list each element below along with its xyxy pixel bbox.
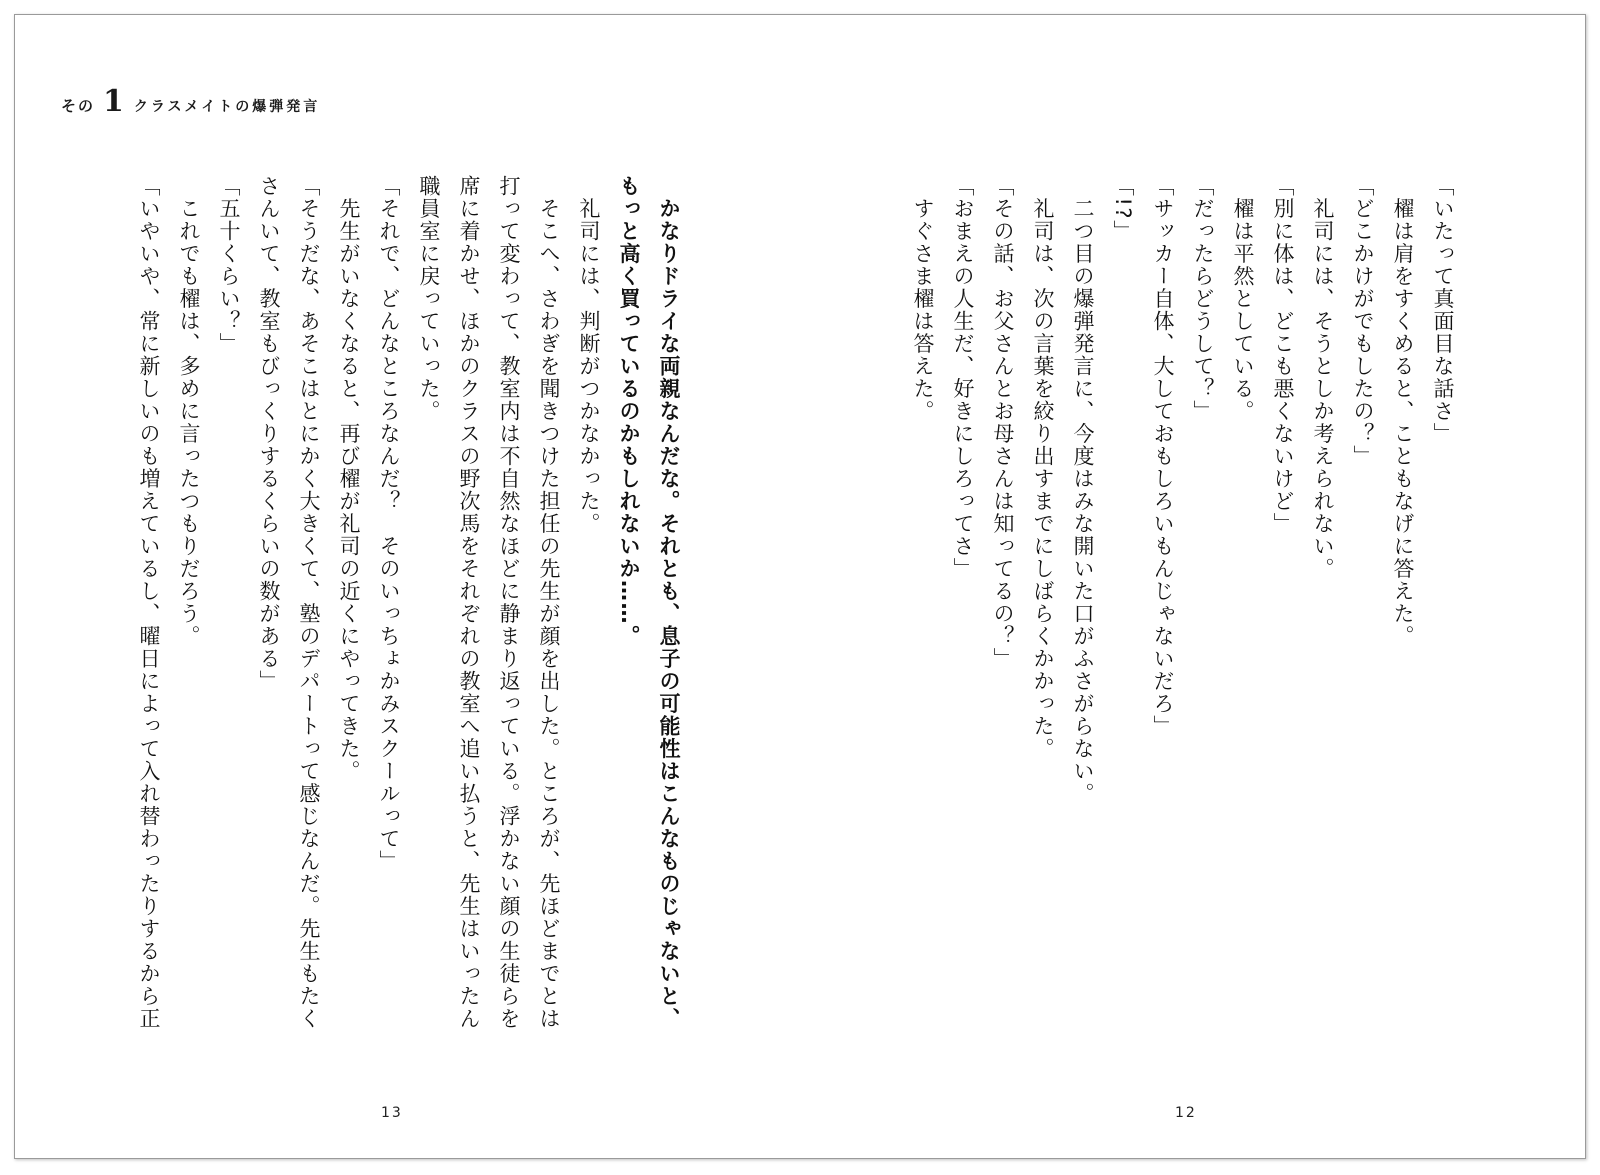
right-page-text (843, 175, 1463, 1065)
text-line: 「サッカー自体、大しておもしろいもんじゃないだろ」 (1151, 175, 1175, 738)
text-line: 二つ目の爆弾発言に、今度はみな開いた口がふさがらない。 (1071, 175, 1095, 805)
text-line: 席に着かせ、ほかのクラスの野次馬をそれぞれの教室へ追い払うと、先生はいったん (457, 175, 481, 1030)
text-line: 「いたって真面目な話さ」 (1431, 175, 1455, 445)
text-line: 「別に体は、どこも悪くないけど」 (1271, 175, 1295, 535)
text-line: 「だったらどうして？」 (1191, 175, 1215, 423)
text-line: 「そうだな、あそこはとにかく大きくて、塾のデパートって感じなんだ。先生もたく (297, 175, 321, 1030)
text-line: もっと高く買っているのかもしれないか……。 (617, 175, 641, 648)
text-line: 打って変わって、教室内は不自然なほどに静まり返っている。浮かない顔の生徒らを (497, 175, 521, 1030)
text-line: 「五十くらい？」 (217, 175, 241, 355)
text-line: 先生がいなくなると、再び櫂が礼司の近くにやってきた。 (337, 175, 361, 783)
text-line: 「!?」 (1111, 175, 1135, 243)
text-line: 職員室に戻っていった。 (417, 175, 441, 423)
text-line: 「いやいや、常に新しいのも増えているし、曜日によって入れ替わったりするから正 (137, 175, 161, 1030)
text-line: かなりドライな両親なんだな。それとも、息子の可能性はこんなものじゃないと、 (657, 175, 681, 1030)
text-line: 櫂は肩をすくめると、こともなげに答えた。 (1391, 175, 1415, 648)
book-spread (14, 14, 1586, 1159)
text-line: 櫂は平然としている。 (1231, 175, 1255, 423)
text-line: 「おまえの人生だ、好きにしろってさ」 (951, 175, 975, 580)
text-line: 「どこかけがでもしたの？」 (1351, 175, 1375, 468)
page-number-left: 13 (381, 1105, 403, 1121)
text-line: そこへ、さわぎを聞きつけた担任の先生が顔を出した。ところが、先ほどまでとは (537, 175, 561, 1030)
text-line: これでも櫂は、多めに言ったつもりだろう。 (177, 175, 201, 648)
chapter-number: 1 (103, 84, 124, 119)
text-line: さんいて、教室もびっくりするくらいの数がある」 (257, 175, 281, 693)
running-head (61, 84, 321, 119)
page-number-right: 12 (1175, 1105, 1197, 1121)
text-line: 礼司には、そうとしか考えられない。 (1311, 175, 1335, 580)
chapter-title: クラスメイトの爆弾発言 (133, 99, 321, 115)
running-head-prefix: その (61, 97, 96, 115)
text-line: 礼司は、次の言葉を絞り出すまでにしばらくかかった。 (1031, 175, 1055, 760)
text-line: 「それで、どんなところなんだ？ そのいっちょかみスクールって」 (377, 175, 401, 873)
text-line: 「その話、お父さんとお母さんは知ってるの？」 (991, 175, 1015, 670)
left-page-text (49, 175, 689, 1065)
text-line: 礼司には、判断がつかなかった。 (577, 175, 601, 535)
text-line: すぐさま櫂は答えた。 (911, 175, 935, 423)
